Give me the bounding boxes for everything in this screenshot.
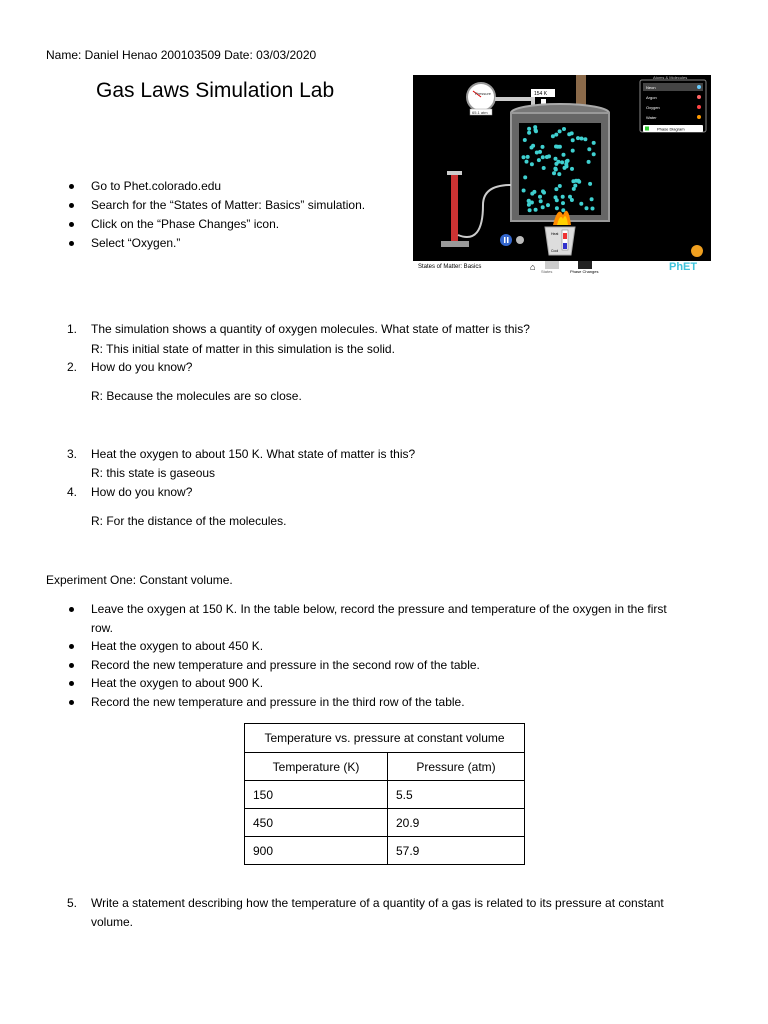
- molecule-dot: [561, 201, 565, 205]
- molecule-dot: [574, 179, 578, 183]
- molecule-dot: [587, 160, 591, 164]
- question-number: 2.: [67, 360, 78, 374]
- intro-bullet-3: Click on the “Phase Changes” icon.: [91, 217, 280, 231]
- molecule-dot: [556, 145, 560, 149]
- molecule-dot: [541, 205, 545, 209]
- answer-4: R: For the distance of the molecules.: [91, 514, 287, 528]
- molecule-dot: [560, 160, 564, 164]
- molecule-dot: [556, 160, 560, 164]
- table-row: [245, 809, 525, 837]
- molecule-dot: [555, 206, 559, 210]
- name-date-line: Name: Daniel Henao 200103509 Date: 03/03/2020: [46, 48, 317, 62]
- table-cell: 150: [245, 781, 388, 809]
- molecule-dot: [525, 160, 529, 164]
- molecule-dot: [527, 127, 531, 131]
- data-table: [244, 723, 525, 865]
- molecule-dot: [592, 152, 596, 156]
- molecule-dot: [565, 164, 569, 168]
- molecule-dot: [562, 127, 566, 131]
- molecule-dot: [587, 147, 591, 151]
- experiment-bullet-2: Heat the oxygen to about 450 K.: [91, 639, 264, 653]
- panel-item-neon: Neon: [646, 85, 656, 90]
- intro-bullet-1: Go to Phet.colorado.edu: [91, 179, 222, 193]
- molecule-dot: [561, 208, 565, 212]
- molecule-dot: [546, 203, 550, 207]
- molecule-dot: [534, 208, 538, 212]
- molecule-dot: [585, 206, 589, 210]
- pump-icon: [451, 173, 458, 243]
- question-3: Heat the oxygen to about 150 K. What state of matter is this?: [91, 447, 416, 461]
- molecule-dot: [541, 145, 545, 149]
- answer-3: R: this state is gaseous: [91, 466, 216, 480]
- molecule-dot: [528, 208, 532, 212]
- molecule-dot: [554, 157, 558, 161]
- panel-item-oxygen: Oxygen: [646, 105, 660, 110]
- gauge-value: 65.1 atm: [472, 110, 488, 115]
- molecule-dot: [545, 155, 549, 159]
- bullet-dot: [69, 663, 74, 668]
- molecule-dot: [558, 129, 562, 133]
- molecule-dot: [573, 184, 577, 188]
- step-icon: [516, 236, 524, 244]
- molecule-dot: [562, 153, 566, 157]
- bullet-dot: [69, 222, 74, 227]
- question-number: 4.: [67, 485, 78, 499]
- molecule-dot: [570, 167, 574, 171]
- molecule-dot: [588, 182, 592, 186]
- phase-changes-thumb: [578, 261, 592, 269]
- molecule-dot: [537, 158, 541, 162]
- molecule-dot: [541, 189, 545, 193]
- molecule-dot: [561, 195, 565, 199]
- table-header-temperature: Temperature (K): [245, 753, 388, 781]
- table-row: [245, 781, 525, 809]
- experiment-bullet-4: Heat the oxygen to about 900 K.: [91, 676, 264, 690]
- molecule-dot: [530, 162, 534, 166]
- molecule-dot: [552, 171, 556, 175]
- table-cell: 5.5: [388, 781, 525, 809]
- table-cell: 20.9: [388, 809, 525, 837]
- home-icon: ⌂: [530, 262, 536, 272]
- question-number: 3.: [67, 447, 78, 461]
- bullet-dot: [69, 644, 74, 649]
- bullet-dot: [69, 241, 74, 246]
- molecule-dot: [558, 184, 562, 188]
- molecule-dot: [526, 155, 530, 159]
- molecule-dot: [557, 172, 561, 176]
- question-2: How do you know?: [91, 360, 193, 374]
- answer-2: R: Because the molecules are so close.: [91, 389, 302, 403]
- molecule-dot: [571, 138, 575, 142]
- molecule-dot: [522, 155, 526, 159]
- molecule-dot: [538, 195, 542, 199]
- question-4: How do you know?: [91, 485, 193, 499]
- sim-footer-title: States of Matter: Basics: [418, 264, 482, 270]
- molecule-dot: [579, 202, 583, 206]
- molecule-dot: [535, 151, 539, 155]
- panel-item-argon: Argon: [646, 95, 657, 100]
- molecule-dot: [523, 138, 527, 142]
- molecule-dot: [553, 167, 557, 171]
- molecule-dot: [554, 187, 558, 191]
- table-header-pressure: Pressure (atm): [388, 753, 525, 781]
- molecule-dot: [571, 149, 575, 153]
- reset-icon: [691, 245, 703, 257]
- simulation-footer: States of Matter: Basics ⌂ States Phase Changes PhET: [413, 261, 711, 275]
- bullet-dot: [69, 203, 74, 208]
- pause-icon: [500, 234, 512, 246]
- intro-bullet-4: Select “Oxygen.”: [91, 236, 181, 250]
- question-5-line-1: Write a statement describing how the temperature of a quantity of a gas is related to its pressure at constant: [91, 896, 664, 910]
- bullet-dot: [69, 700, 74, 705]
- molecule-dot: [522, 189, 526, 193]
- table-caption: Temperature vs. pressure at constant volume: [245, 724, 525, 753]
- table-cell: 900: [245, 837, 388, 865]
- question-number: 1.: [67, 322, 78, 336]
- question-number: 5.: [67, 896, 78, 910]
- molecule-dot: [576, 136, 580, 140]
- experiment-bullet-5: Record the new temperature and pressure in the third row of the table.: [91, 695, 465, 709]
- molecule-dot: [551, 134, 555, 138]
- page-title: Gas Laws Simulation Lab: [96, 79, 335, 102]
- temp-readout: 154 K: [534, 91, 548, 97]
- table-cell: 57.9: [388, 837, 525, 865]
- table-header-row: [245, 753, 525, 781]
- molecule-dot: [523, 175, 527, 179]
- molecule-dot: [530, 201, 534, 205]
- cool-label: Cool: [551, 249, 559, 253]
- heat-label: Heat: [551, 232, 559, 236]
- answer-1: R: This initial state of matter in this simulation is the solid.: [91, 342, 395, 356]
- molecule-dot: [527, 131, 531, 135]
- molecule-dot: [541, 155, 545, 159]
- bullet-dot: [69, 184, 74, 189]
- simulation-drawing: [413, 75, 711, 261]
- panel-item-water: Water: [646, 115, 657, 120]
- molecule-dot: [555, 198, 559, 202]
- molecule-dot: [583, 137, 587, 141]
- molecule-dot: [567, 132, 571, 136]
- molecule-dot: [531, 144, 535, 148]
- simulation-canvas: [413, 75, 711, 261]
- intro-bullet-2: Search for the “States of Matter: Basics” simulation.: [91, 198, 366, 212]
- molecule-dot: [592, 141, 596, 145]
- molecule-dot: [566, 159, 570, 163]
- states-thumb: [545, 261, 559, 269]
- question-5-line-2: volume.: [91, 915, 134, 929]
- molecule-dot: [533, 125, 537, 129]
- experiment-bullet-1-cont: row.: [91, 621, 114, 635]
- bullet-dot: [69, 607, 74, 612]
- bullet-dot: [69, 681, 74, 686]
- question-1: The simulation shows a quantity of oxygen molecules. What state of matter is this?: [91, 322, 530, 336]
- gauge-label: Pressure: [475, 91, 492, 96]
- molecule-dot: [530, 192, 534, 196]
- experiment-bullet-1: Leave the oxygen at 150 K. In the table below, record the pressure and temperature of the oxygen in the first: [91, 602, 667, 616]
- table-caption-row: [245, 724, 525, 753]
- molecule-dot: [591, 207, 595, 211]
- molecule-dot: [580, 137, 584, 141]
- molecule-dot: [568, 195, 572, 199]
- molecule-dot: [542, 166, 546, 170]
- experiment-heading: Experiment One: Constant volume.: [46, 573, 233, 587]
- molecule-dot: [539, 199, 543, 203]
- panel-title: Atoms & Molecules: [653, 75, 688, 80]
- svg-text:Phase Diagram: Phase Diagram: [657, 126, 685, 132]
- experiment-bullet-3: Record the new temperature and pressure in the second row of the table.: [91, 658, 480, 672]
- phet-logo: PhET: [669, 261, 698, 273]
- molecule-dot: [554, 133, 558, 137]
- table-cell: 450: [245, 809, 388, 837]
- simulation-screenshot: [413, 75, 711, 275]
- table-row: [245, 837, 525, 865]
- molecule-dot: [590, 197, 594, 201]
